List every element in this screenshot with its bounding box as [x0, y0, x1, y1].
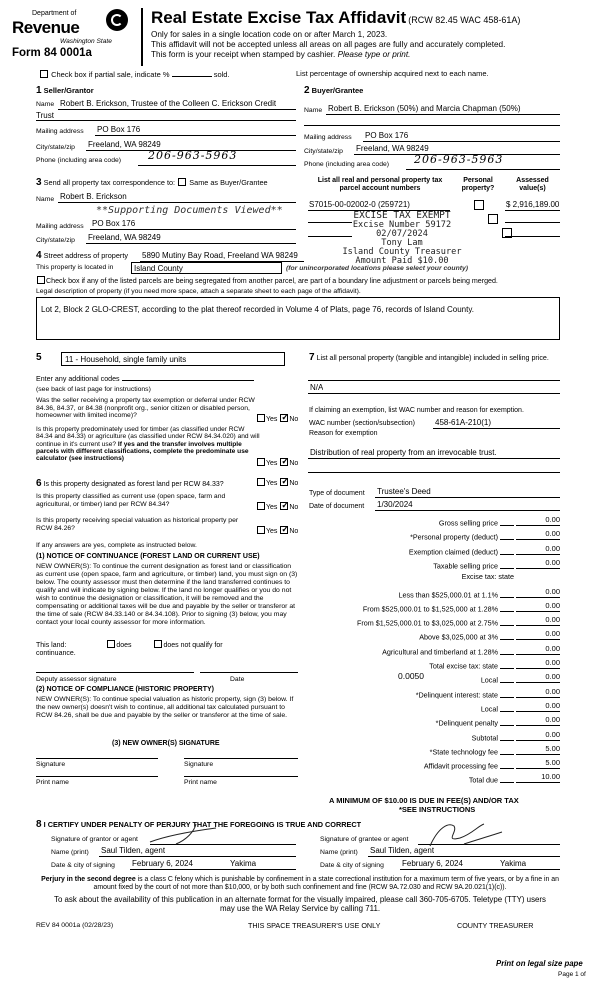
- owner-print-label-2: Print name: [184, 779, 217, 786]
- calc-leader: [500, 782, 514, 783]
- calc-leader: [500, 654, 514, 655]
- calc-value-field[interactable]: 0.00: [516, 530, 560, 540]
- assessed-value-field[interactable]: $ 2,916,189.00: [506, 200, 560, 209]
- same-as-buyer-checkbox[interactable]: [178, 178, 186, 186]
- treasurer-use-label: THIS SPACE TREASURER'S USE ONLY: [248, 921, 381, 930]
- street-address-label: Street address of property: [43, 251, 129, 260]
- calc-leader: [500, 711, 514, 712]
- calc-label: From $1,525,000.01 to $3,025,000 at 2.75%: [356, 618, 498, 628]
- grantor-signature-scribble: [146, 818, 226, 848]
- section-3-number: 3: [36, 177, 42, 188]
- corr-city-label: City/state/zip: [36, 237, 75, 244]
- doc-type-label: Type of document: [309, 490, 365, 497]
- calc-leader: [500, 668, 514, 669]
- calc-value-field[interactable]: 5.00: [516, 745, 560, 755]
- header-divider: [141, 8, 143, 66]
- reason-label: Reason for exemption: [309, 430, 378, 437]
- grantor-date-field[interactable]: February 6, 2024: [132, 859, 193, 868]
- seller-mail-field[interactable]: PO Box 176: [97, 125, 141, 134]
- section-6-q4: If any answers are yes, complete as instructed below.: [36, 542, 197, 549]
- calc-value-field[interactable]: 0.00: [516, 588, 560, 598]
- logo-state: Washington State: [60, 38, 112, 45]
- calc-leader: [500, 539, 514, 540]
- calc-leader: [500, 754, 514, 755]
- owner-print-line-2[interactable]: [184, 776, 298, 777]
- section-6-q2: Is this property classified as current use (open space, farm and agricultural, or timber) land per RCW 84.34?: [36, 493, 226, 508]
- grantee-signature-label: Signature of grantee or agent: [320, 836, 409, 843]
- calc-row: [429, 659, 560, 671]
- s6-q3-answers: Yes ✓ No: [256, 526, 298, 536]
- q-exemption-answers: Yes ✓ No: [256, 414, 298, 424]
- grantee-name-label: Name (print): [320, 849, 358, 856]
- owner-sig-label-2: Signature: [184, 761, 214, 768]
- continuance-heading: (1) NOTICE OF CONTINUANCE (FOREST LAND OR CURRENT USE): [36, 553, 260, 560]
- minimum-due-notice: A MINIMUM OF $10.00 IS DUE IN FEE(S) AND/OR TAX: [329, 796, 519, 805]
- calc-leader: [500, 611, 514, 612]
- header-line-2: This affidavit will not be accepted unless all areas on all pages are fully and accurately completed.: [151, 40, 506, 49]
- calc-leader: [500, 554, 514, 555]
- stamp-line-5: Island County Treasurer: [342, 247, 462, 258]
- doc-type-field[interactable]: Trustee's Deed: [377, 487, 431, 496]
- seller-name-field-2[interactable]: Trust: [36, 111, 54, 120]
- calc-label: Gross selling price: [438, 518, 498, 528]
- form-title-row: [151, 8, 520, 28]
- calc-label: Agricultural and timberland at 1.28%: [382, 647, 498, 657]
- calc-label: Less than $525,000.01 at 1.1%: [398, 590, 498, 600]
- deputy-date-line[interactable]: [200, 672, 298, 673]
- calc-label: From $525,000.01 to $1,525,000 at 1.28%: [362, 604, 498, 614]
- calc-row: [472, 731, 560, 743]
- corr-city-field[interactable]: Freeland, WA 98249: [88, 233, 161, 242]
- grantee-city-field[interactable]: Yakima: [500, 859, 527, 868]
- calc-row: [481, 702, 560, 714]
- seller-name-field[interactable]: Robert B. Erickson, Trustee of the Colleen C. Erickson Credit: [60, 99, 277, 108]
- calc-value-field[interactable]: 10.00: [516, 773, 560, 783]
- grantor-name-field[interactable]: Saul Tilden, agent: [101, 846, 166, 855]
- deputy-date-label: Date: [230, 676, 245, 683]
- continuance-word: continuance.: [36, 650, 76, 657]
- calc-value-field[interactable]: 0.00: [516, 645, 560, 655]
- stamp-line-2: Excise Number 59172: [352, 219, 452, 230]
- calc-value-field[interactable]: 0.00: [516, 516, 560, 526]
- logo-word: Revenue: [12, 18, 80, 37]
- calc-value-field[interactable]: 0.00: [516, 688, 560, 698]
- grantee-signature-scribble: [424, 818, 506, 852]
- revision-code: REV 84 0001a (02/28/23): [36, 922, 114, 929]
- calc-value-field[interactable]: 0.00: [516, 630, 560, 640]
- new-owner-signature-heading: (3) NEW OWNER(S) SIGNATURE: [112, 740, 220, 747]
- calc-label: Local: [480, 675, 498, 685]
- seller-phone-field[interactable]: 206-963-5963: [148, 149, 238, 162]
- supporting-docs-viewed-stamp: **Supporting Documents Viewed**: [96, 205, 283, 216]
- buyer-name-label: Name: [304, 107, 323, 114]
- calc-label: *Delinquent penalty: [435, 718, 498, 728]
- corr-mail-field[interactable]: PO Box 176: [92, 219, 136, 228]
- calc-row: [430, 745, 560, 757]
- section-6-q3: Is this property receiving special valuation as historical property per RCW 84.26?: [36, 517, 239, 532]
- grantee-name-field[interactable]: Saul Tilden, agent: [370, 846, 435, 855]
- grantor-name-label: Name (print): [51, 849, 89, 856]
- corr-name-label: Name: [36, 196, 55, 203]
- land-does-checkbox[interactable]: [107, 640, 115, 648]
- calc-row: [357, 616, 560, 628]
- legal-size-note: Print on legal size pape: [496, 959, 583, 968]
- q-timber-agriculture: Is this property predominately used for timber (as classified under RCW 84.34 and 84.33) or agriculture (as classified under RCW 84.34.020) and will continue in it's current use? If yes and the transfer involves multiple parcels with different classifications, complete the predominate use calculator (see instructions): [36, 426, 260, 462]
- additional-codes-sub: (see back of last page for instructions): [36, 386, 151, 393]
- segregated-checkbox[interactable]: [37, 276, 45, 284]
- calc-leader: [500, 525, 514, 526]
- calc-leader: [500, 625, 514, 626]
- buyer-mail-label: Mailing address: [304, 134, 352, 141]
- doc-date-field[interactable]: 1/30/2024: [377, 500, 413, 509]
- q-timber-answers: Yes ✓ No: [256, 458, 298, 468]
- grantee-date-label: Date & city of signing: [320, 862, 384, 869]
- property-use-select[interactable]: 11 - Household, single family units: [61, 352, 285, 366]
- s6q1-yes-checkbox[interactable]: [257, 478, 265, 486]
- unincorporated-note: (for unincorporated locations please select your county): [286, 265, 469, 272]
- treasurer-stamp: [342, 211, 462, 266]
- wac-claim-label: If claiming an exemption, list WAC number and reason for exemption.: [309, 407, 524, 414]
- owner-signature-line-1[interactable]: [36, 758, 158, 759]
- ownership-note: List percentage of ownership acquired next to each name.: [296, 69, 489, 78]
- partial-sold-label: sold.: [213, 70, 230, 79]
- q1-yes-checkbox[interactable]: [257, 414, 265, 422]
- stamp-line-1: EXCISE TAX EXEMPT: [353, 210, 451, 221]
- deputy-signature-label: Deputy assessor signature: [36, 676, 117, 683]
- county-treasurer-label: COUNTY TREASURER: [457, 921, 534, 930]
- wac-number-field[interactable]: 458-61A-210(1): [435, 418, 492, 427]
- s6-q2-answers: Yes ✓ No: [256, 502, 298, 512]
- grantor-signature-label: Signature of grantor or agent: [51, 836, 138, 843]
- calc-row: [410, 530, 560, 542]
- owner-signature-line-2[interactable]: [184, 758, 298, 759]
- segregated-row: [36, 276, 498, 285]
- parcel-number-field[interactable]: S7015-00-02002-0 (259721): [309, 200, 410, 209]
- legal-description-text: Lot 2, Block 2 GLO-CREST, according to the plat thereof recorded in Volume 4 of Plats, page 76, records of Island County.: [41, 305, 474, 314]
- section-6-number: 6: [36, 478, 42, 489]
- see-instructions-notice: *SEE INSTRUCTIONS: [399, 805, 476, 814]
- additional-codes-field[interactable]: [122, 380, 254, 381]
- section-1-title: Seller/Grantor: [43, 86, 94, 95]
- local-rate-field[interactable]: 0.0050: [398, 672, 424, 681]
- continuance-text: NEW OWNER(S): To continue the current designation as forest land or classification as current use (open space, farm and agriculture, or timber) land, you must sign on (3) below. The county assessor must then determine if the land transferred continues to qualify and will indicate by signing below. If the land no longer qualifies or you do not wish to continue the designation or classification, it will be removed and the compensating or additional taxes will be due and payable by the seller or transferor at the time of sale (RCW 84.33.140 or 84.34.108). Prior to signing (3) below, you may contact your local county assessor for more information.: [36, 563, 298, 627]
- corr-name-field[interactable]: Robert B. Erickson: [60, 192, 127, 201]
- segregated-label: Check box if any of the listed parcels are being segregated from another parcel, are part of a boundary line adjustment or parcels being merged.: [46, 277, 498, 285]
- calc-label: Affidavit processing fee: [423, 761, 498, 771]
- s6q3-no-checkbox[interactable]: [280, 526, 288, 534]
- s6q2-yes-checkbox[interactable]: [257, 502, 265, 510]
- personal-property-field[interactable]: N/A: [310, 383, 324, 392]
- street-address-field[interactable]: 5890 Mutiny Bay Road, Freeland WA 98249: [142, 251, 298, 260]
- calc-row: [419, 630, 560, 642]
- section-2-title: Buyer/Grantee: [311, 86, 364, 95]
- deputy-signature-line[interactable]: [36, 672, 194, 673]
- q-exemption-deferral: Was the seller receiving a property tax exemption or deferral under RCW 84.36, 84.37, or 84.38 (nonprofit org., senior citizen or disabled person, homeowner with limited income)?: [36, 397, 255, 420]
- owner-print-label-1: Print name: [36, 779, 69, 786]
- form-number: Form 84 0001a: [12, 47, 92, 59]
- compliance-text: NEW OWNER(S): To continue special valuation as historic property, sign (3) below. If the new owner(s) doesn't wish to continue, all additional tax calculated pursuant to RCW 84.26, shall be due and payable by the seller or transferor at the time of sale.: [36, 696, 294, 720]
- logo-swirl-icon: [106, 9, 128, 31]
- calc-label: *State technology fee: [429, 747, 498, 757]
- section-1-number: 1: [36, 85, 42, 96]
- doc-date-label: Date of document: [309, 503, 365, 510]
- calc-row: [462, 573, 514, 581]
- calc-row: [481, 673, 560, 685]
- page-number: Page 1 of: [558, 971, 586, 978]
- section-6-q1: 6 Is this property designated as forest land per RCW 84.33?: [36, 478, 224, 489]
- calc-value-field[interactable]: 0.00: [516, 602, 560, 612]
- legal-description-field[interactable]: [36, 297, 560, 340]
- land-doesnot-checkbox[interactable]: [154, 640, 162, 648]
- calc-leader: [500, 639, 514, 640]
- this-land-row: This land: does does not qualify for: [36, 642, 223, 649]
- buyer-name-field[interactable]: Robert B. Erickson (50%) and Marcia Chapman (50%): [328, 104, 521, 113]
- calc-leader: [500, 725, 514, 726]
- stamp-line-3: 02/07/2024: [376, 228, 428, 239]
- county-select[interactable]: Island County: [131, 262, 282, 274]
- corr-mail-label: Mailing address: [36, 223, 84, 230]
- section-4-number: 4: [36, 250, 42, 261]
- s6q2-no-checkbox[interactable]: [280, 502, 288, 510]
- calc-value-field[interactable]: 5.00: [516, 759, 560, 769]
- form-rcw: (RCW 82.45 WAC 458-61A): [408, 15, 521, 25]
- partial-sale-row: [39, 70, 230, 80]
- q2-no-checkbox[interactable]: [280, 458, 288, 466]
- parcels-header: List all real and personal property tax parcel account numbers: [317, 177, 443, 193]
- seller-city-field[interactable]: Freeland, WA 98249: [88, 140, 161, 149]
- header-line-1: Only for sales in a single location code on or after March 1, 2023.: [151, 30, 388, 39]
- grantor-city-field[interactable]: Yakima: [230, 859, 257, 868]
- s6q1-no-checkbox[interactable]: [280, 478, 288, 486]
- calc-row: [469, 773, 560, 785]
- section-2-number: 2: [304, 85, 310, 96]
- grantee-date-field[interactable]: February 6, 2024: [402, 859, 463, 868]
- section-3-heading: [36, 177, 268, 189]
- owner-print-line-1[interactable]: [36, 776, 158, 777]
- partial-sale-percent-field[interactable]: [172, 76, 212, 77]
- section-1-heading: [36, 85, 94, 97]
- section-5-number: 5: [36, 352, 42, 363]
- legal-description-label: Legal description of property (if you need more space, attach a separate sheet to each page of the affidavit).: [36, 288, 361, 295]
- calc-label: Taxable selling price: [433, 561, 498, 571]
- buyer-phone-label: Phone (including area code): [304, 161, 390, 168]
- calc-leader: [500, 697, 514, 698]
- seller-mail-label: Mailing address: [36, 128, 84, 135]
- located-in-label: This property is located in: [36, 264, 114, 271]
- section-2-heading: [304, 85, 363, 97]
- calc-leader: [500, 682, 514, 683]
- calc-label: *Personal property (deduct): [410, 532, 498, 542]
- perjury-notice: Perjury in the second degree is a class C felony which is punishable by confinement in a state correctional institution for a maximum term of five years, or by a fine in an amount fixed by the court of not more than $10,000, or by both such confinement and fine (RCW 9A.72.030 and RCW 9A.20.021(1)(c)).: [41, 876, 559, 891]
- owner-sig-label-1: Signature: [36, 761, 66, 768]
- personal-property-header: Personal property?: [461, 177, 495, 193]
- seller-name-label: Name: [36, 101, 55, 108]
- calc-leader: [500, 568, 514, 569]
- calc-value-field[interactable]: 0.00: [516, 545, 560, 555]
- form-title: Real Estate Excise Tax Affidavit: [151, 8, 407, 27]
- seller-phone-label: Phone (including area code): [36, 157, 122, 164]
- calc-leader: [500, 768, 514, 769]
- calc-label: Local: [480, 704, 498, 714]
- buyer-city-label: City/state/zip: [304, 148, 343, 155]
- calc-row: [424, 759, 560, 771]
- same-as-buyer-label: Same as Buyer/Grantee: [189, 178, 268, 187]
- section-7-number: 7: [309, 352, 315, 363]
- calc-row: [416, 688, 560, 700]
- calc-label: *Delinquent interest: state: [415, 690, 498, 700]
- assessed-value-header: Assessed value(s): [516, 177, 549, 193]
- calc-value-field[interactable]: 0.00: [516, 616, 560, 626]
- dor-logo: [10, 7, 128, 59]
- logo-dept: Department of: [32, 10, 77, 17]
- calc-label: Subtotal: [471, 733, 498, 743]
- s6-q1-answers: Yes ✓ No: [256, 478, 298, 488]
- personal-property-checkbox-2[interactable]: [488, 214, 498, 224]
- calc-row: [398, 588, 560, 600]
- calc-row: [382, 645, 560, 657]
- buyer-phone-field[interactable]: 206-963-5963: [414, 153, 504, 166]
- partial-sale-checkbox[interactable]: [40, 70, 48, 78]
- additional-codes-label: Enter any additional codes: [36, 375, 254, 383]
- calc-leader: [500, 740, 514, 741]
- section-3-title: Send all property tax correspondence to:: [43, 178, 176, 187]
- calc-value-field[interactable]: 0.00: [516, 673, 560, 683]
- seller-city-label: City/state/zip: [36, 144, 75, 151]
- calc-value-field[interactable]: 0.00: [516, 731, 560, 741]
- section-7-heading: 7 List all personal property (tangible and intangible) included in selling price.: [309, 352, 549, 363]
- calc-label: Total due: [468, 775, 498, 785]
- s6q3-yes-checkbox[interactable]: [257, 526, 265, 534]
- stamp-line-6: Amount Paid $10.00: [355, 256, 449, 267]
- section-8-title: I CERTIFY UNDER PENALTY OF PERJURY THAT THE FOREGOING IS TRUE AND CORRECT: [43, 820, 362, 829]
- compliance-heading: (2) NOTICE OF COMPLIANCE (HISTORIC PROPERTY): [36, 686, 214, 693]
- calc-row: [409, 545, 560, 557]
- buyer-city-field[interactable]: Freeland, WA 98249: [356, 144, 429, 153]
- calc-row: [436, 716, 560, 728]
- wac-number-label: WAC number (section/subsection): [309, 420, 415, 427]
- calc-value-field[interactable]: 0.00: [516, 559, 560, 569]
- calc-row: [363, 602, 560, 614]
- section-8-number: 8: [36, 819, 42, 830]
- calc-row: [433, 559, 560, 571]
- calc-label: Above $3,025,000 at 3%: [419, 632, 498, 642]
- stamp-line-4: Tony Lam: [381, 238, 423, 248]
- calc-label: Excise tax: state: [461, 572, 514, 581]
- grantor-date-label: Date & city of signing: [51, 862, 115, 869]
- partial-sale-label: Check box if partial sale, indicate %: [51, 70, 170, 79]
- alt-format-notice: To ask about the availability of this publication in an alternate format for the visually impaired, please call 360-705-6705. Teletype (TTY) users may use the WA Relay Service by calling 711.: [54, 895, 546, 913]
- calc-value-field[interactable]: 0.00: [516, 716, 560, 726]
- header-line-3b: Please type or print.: [337, 50, 411, 59]
- q2-yes-checkbox[interactable]: [257, 458, 265, 466]
- q1-no-checkbox[interactable]: [280, 414, 288, 422]
- section-4-heading: [36, 250, 128, 262]
- calc-label: Exemption claimed (deduct): [408, 547, 498, 557]
- calc-label: Total excise tax: state: [429, 661, 498, 671]
- buyer-mail-field[interactable]: PO Box 176: [365, 131, 409, 140]
- header-line-3: This form is your receipt when stamped by cashier. Please type or print.: [151, 50, 411, 59]
- calc-value-field[interactable]: 0.00: [516, 702, 560, 712]
- reason-field[interactable]: Distribution of real property from an irrevocable trust.: [310, 448, 497, 457]
- calc-value-field[interactable]: 0.00: [516, 659, 560, 669]
- personal-property-checkbox-1[interactable]: [474, 200, 484, 210]
- calc-leader: [500, 597, 514, 598]
- calc-row: [439, 516, 560, 528]
